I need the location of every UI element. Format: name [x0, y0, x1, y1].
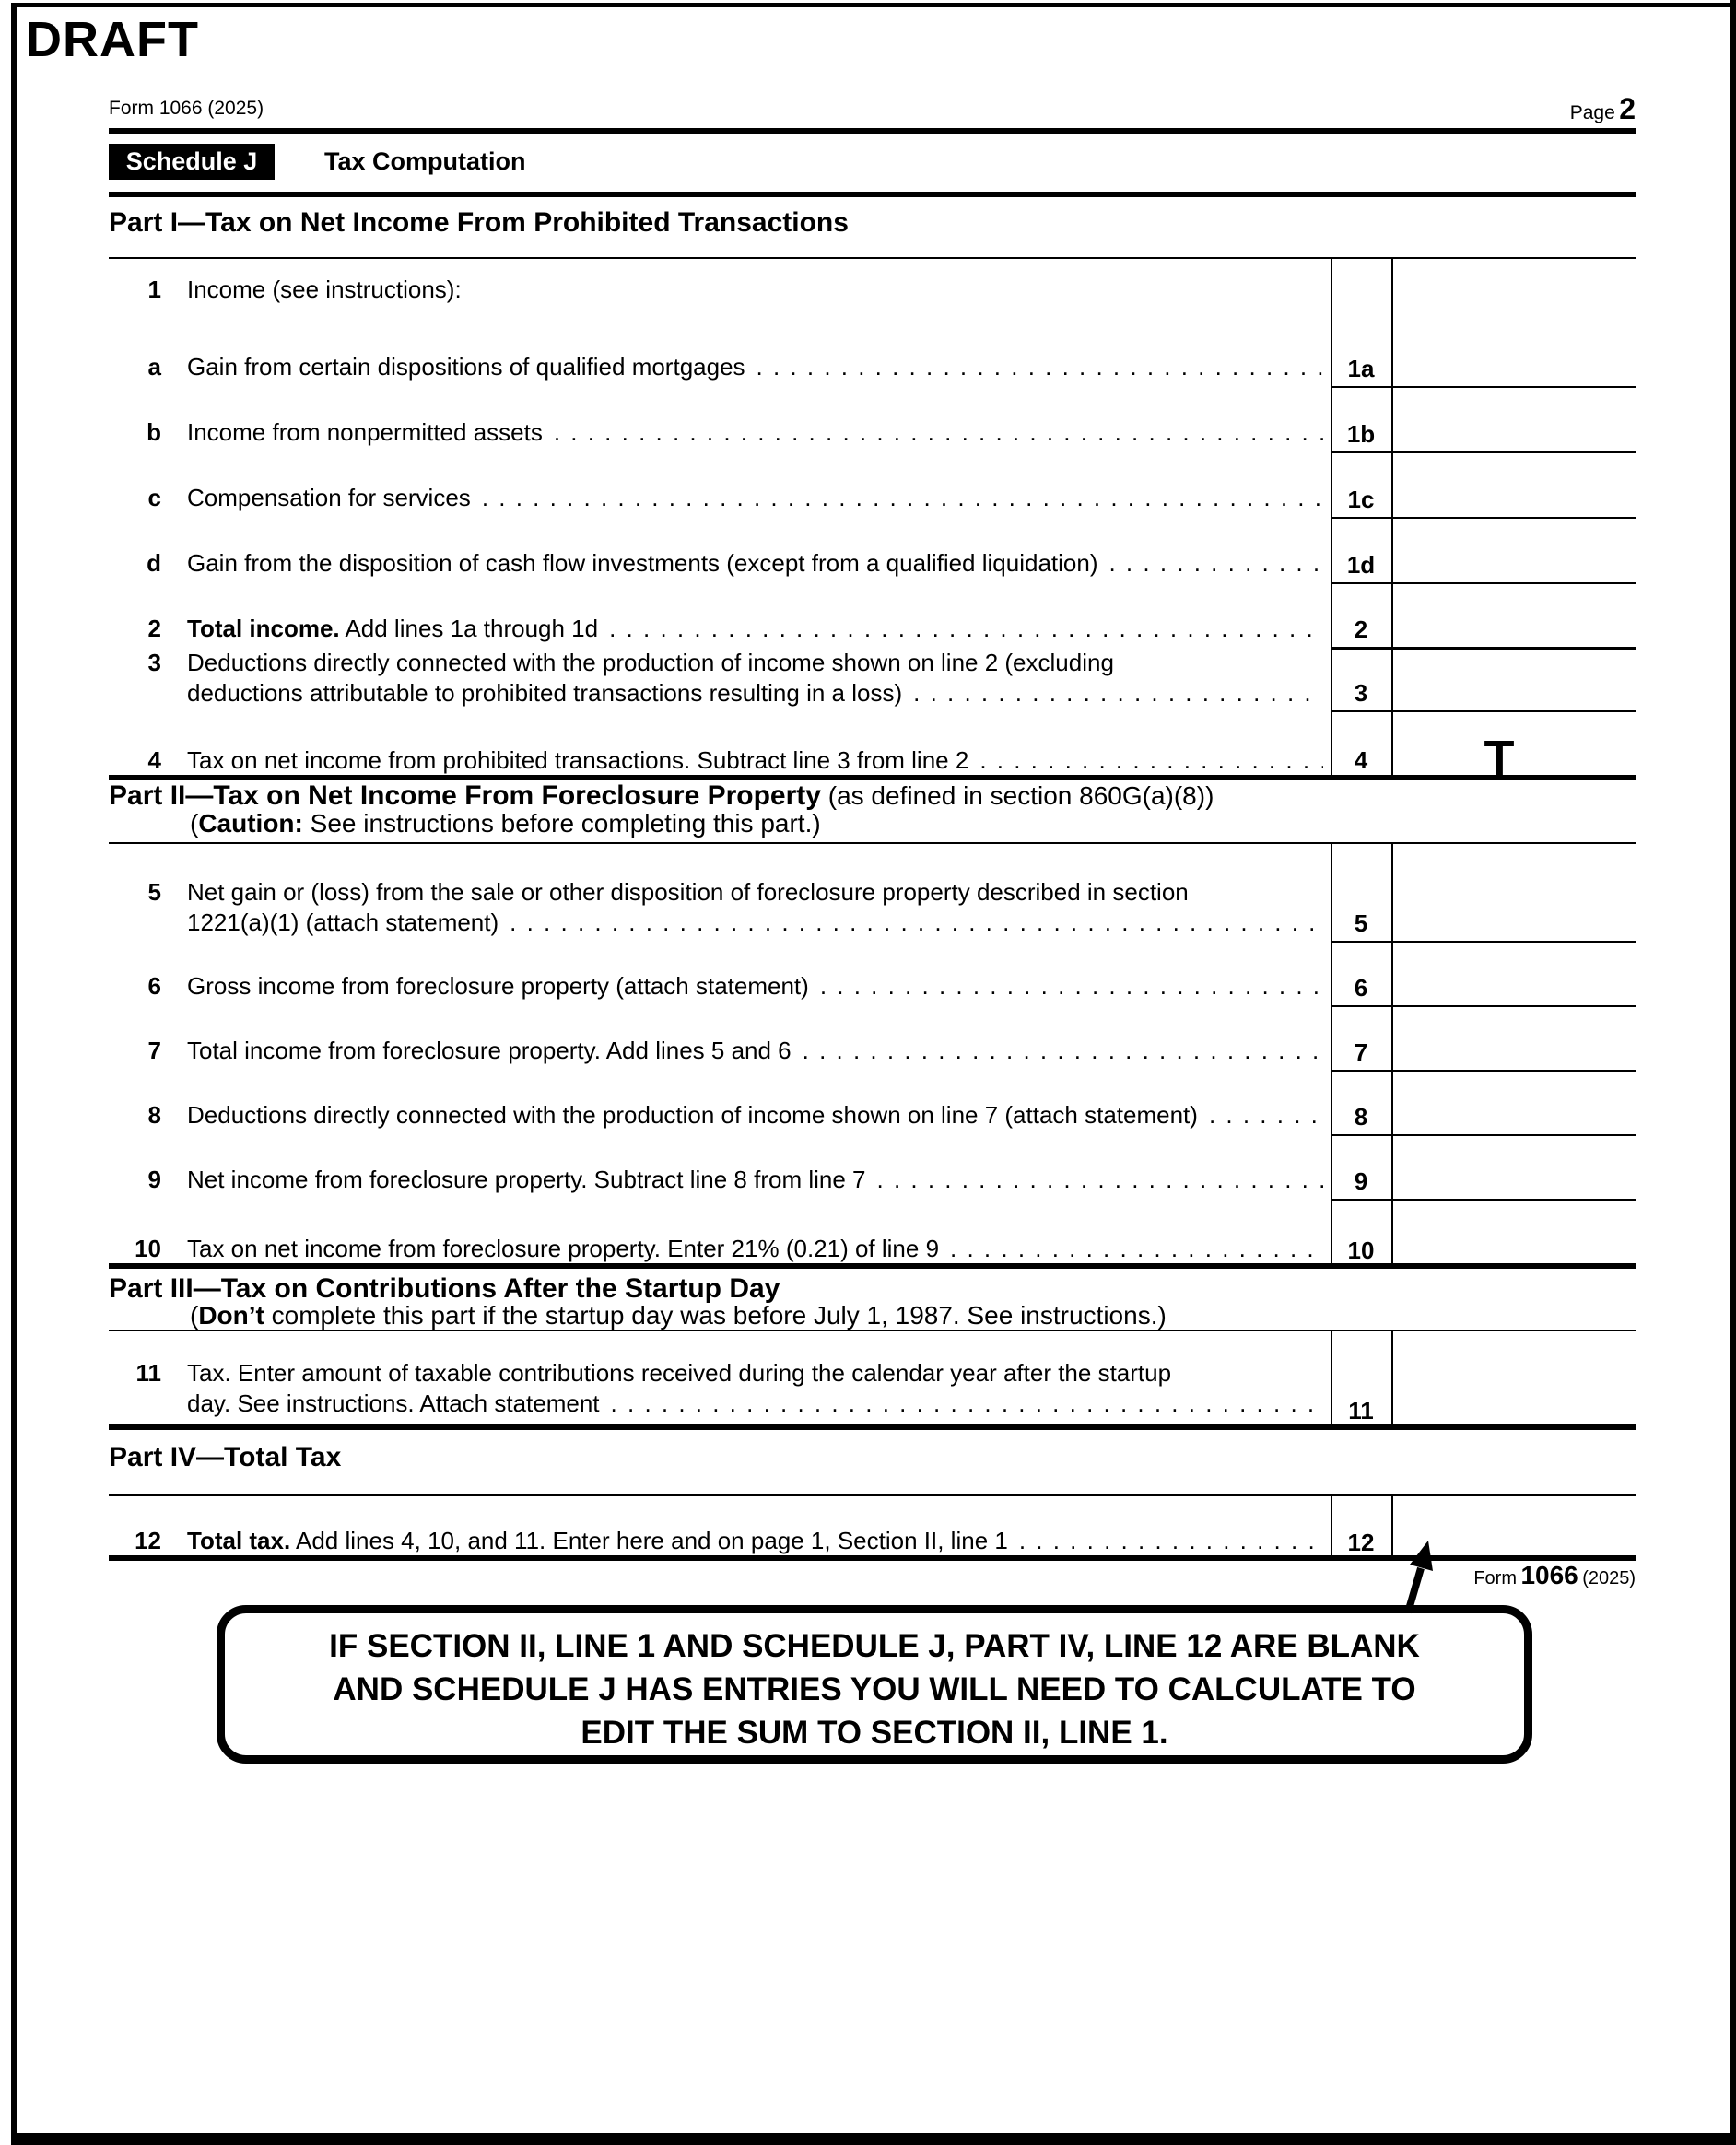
- dot-leader: [902, 678, 1323, 709]
- line-label: Net income from foreclosure property. Subtract line 8 from line 7: [187, 1166, 866, 1193]
- part-separator: [109, 1424, 1636, 1430]
- dot-leader: [1097, 548, 1323, 579]
- part4-heading: Part IV—Total Tax: [109, 1442, 342, 1472]
- table-line: [1331, 1199, 1636, 1201]
- row-7: [111, 1036, 1323, 1066]
- line-number: 10: [135, 1235, 161, 1262]
- notice-line-3: EDIT THE SUM TO SECTION II, LINE 1.: [581, 1715, 1168, 1751]
- page-number: 2: [1619, 92, 1636, 125]
- page-indicator: [1437, 92, 1636, 126]
- row-5: [111, 877, 1323, 938]
- table-line: [1331, 710, 1636, 712]
- part2-heading: Part II—Tax on Net Income From Foreclosure Property (as defined in section 860G(a)(8)) (Caution: See instructions before completing this part.): [109, 780, 1214, 838]
- line-label: Total income. Add lines 1a through 1d: [187, 615, 599, 642]
- table-line: [1331, 647, 1636, 650]
- line-label: Gain from certain dispositions of qualified mortgages: [187, 353, 745, 381]
- page-border-top: [11, 3, 1730, 7]
- line-label: Deductions directly connected with the production of income shown on line 7 (attach statement): [187, 1101, 1198, 1129]
- line-code-1b: 1b: [1346, 420, 1376, 448]
- line-number: 6: [147, 972, 161, 1000]
- line-label-2: deductions attributable to prohibited transactions resulting in a loss): [187, 679, 903, 707]
- line-number: 11: [135, 1359, 161, 1387]
- line-code-12: 12: [1347, 1529, 1375, 1556]
- dot-leader: [866, 1165, 1324, 1195]
- line-code-1d: 1d: [1346, 551, 1376, 579]
- callout-arrow-icon: [1380, 1537, 1445, 1614]
- dot-leader: [792, 1036, 1323, 1066]
- table-line: [1331, 1070, 1636, 1072]
- row-1: [111, 275, 1323, 305]
- header-rule: [109, 192, 1636, 197]
- dot-leader: [600, 1389, 1323, 1419]
- line-number: 2: [147, 615, 161, 642]
- line-label: Gain from the disposition of cash flow investments (except from a qualified liquidation): [187, 549, 1098, 577]
- line-code-5: 5: [1354, 909, 1368, 937]
- line-number: d: [147, 549, 161, 577]
- line-number: 4: [147, 746, 161, 774]
- line-code-8: 8: [1354, 1103, 1368, 1131]
- notice-line-2: AND SCHEDULE J HAS ENTRIES YOU WILL NEED TO CALCULATE TO: [333, 1671, 1416, 1707]
- row-4: [111, 745, 1323, 776]
- line-label-2: 1221(a)(1) (attach statement): [187, 908, 499, 936]
- table-line: [1391, 1330, 1393, 1429]
- row-2: [111, 614, 1323, 644]
- table-line: [109, 842, 1636, 844]
- dot-leader: [1198, 1100, 1323, 1131]
- table-line: [1331, 1134, 1636, 1136]
- line-label: Total tax. Add lines 4, 10, and 11. Enter here and on page 1, Section II, line 1: [187, 1527, 1008, 1554]
- line-label: Net gain or (loss) from the sale or other disposition of foreclosure property described in section: [187, 878, 1189, 906]
- dot-leader: [939, 1234, 1323, 1264]
- line-code-1a: 1a: [1347, 355, 1375, 382]
- row-9: [111, 1165, 1323, 1195]
- line-code-1c: 1c: [1347, 486, 1375, 513]
- dot-leader: [968, 745, 1323, 776]
- draft-watermark: DRAFT: [26, 12, 199, 67]
- dot-leader: [499, 908, 1323, 938]
- page-label: Page: [1569, 102, 1615, 123]
- table-line: [1331, 517, 1636, 519]
- line-label: Income from nonpermitted assets: [187, 418, 543, 446]
- part1-heading: Part I—Tax on Net Income From Prohibited Transactions: [109, 207, 849, 238]
- line-number: c: [147, 484, 161, 511]
- line-label-2: day. See instructions. Attach statement: [187, 1389, 600, 1417]
- table-line: [109, 1494, 1636, 1496]
- page-border-bottom: [11, 2133, 1730, 2145]
- line-code-9: 9: [1354, 1167, 1368, 1195]
- row-10: [111, 1234, 1323, 1264]
- dot-leader: [745, 352, 1323, 382]
- line-4-amount-value: T: [1484, 731, 1515, 786]
- dot-leader: [471, 483, 1323, 513]
- line-code-3: 3: [1354, 679, 1368, 707]
- line-number: 12: [135, 1527, 161, 1554]
- line-label: Gross income from foreclosure property (attach statement): [187, 972, 809, 1000]
- line-number: 7: [147, 1037, 161, 1064]
- line-number: 8: [147, 1101, 161, 1129]
- line-code-4: 4: [1354, 746, 1368, 774]
- form-id-header: Form 1066 (2025): [109, 98, 264, 119]
- line-label: Total income from foreclosure property. Add lines 5 and 6: [187, 1037, 792, 1064]
- draft-notice-box: [217, 1605, 1532, 1764]
- table-line: [1331, 941, 1636, 943]
- row-1d: [111, 548, 1323, 579]
- row-3: [111, 648, 1323, 709]
- footer-form-label: Form: [1473, 1568, 1517, 1588]
- part3-heading: Part III—Tax on Contributions After the Startup Day (Don’t complete this part if the startup day was before July 1, 1987. See instructions.): [109, 1273, 1167, 1330]
- row-1c: [111, 483, 1323, 513]
- table-line: [1391, 843, 1393, 1268]
- footer-form-number: 1066: [1520, 1561, 1578, 1589]
- dot-leader: [1008, 1526, 1323, 1556]
- table-line: [1331, 582, 1636, 584]
- line-label: Income (see instructions):: [187, 275, 462, 303]
- line-code-7: 7: [1354, 1038, 1368, 1066]
- row-6: [111, 971, 1323, 1002]
- line-number: b: [147, 418, 161, 446]
- line-number: 3: [147, 649, 161, 676]
- row-1b: [111, 417, 1323, 448]
- table-line: [1331, 1005, 1636, 1007]
- dot-leader: [809, 971, 1323, 1002]
- line-number: a: [147, 353, 161, 381]
- line-code-6: 6: [1354, 974, 1368, 1002]
- table-line: [109, 257, 1636, 259]
- page-border-right: [1730, 0, 1736, 2145]
- line-code-10: 10: [1347, 1237, 1375, 1264]
- line-number: 1: [147, 275, 161, 303]
- row-11: [111, 1358, 1323, 1419]
- line-number: 5: [147, 878, 161, 906]
- line-code-2: 2: [1354, 615, 1368, 643]
- row-8: [111, 1100, 1323, 1131]
- table-line: [1391, 258, 1393, 779]
- dot-leader: [543, 417, 1323, 448]
- row-1a: [111, 352, 1323, 382]
- dot-leader: [598, 614, 1323, 644]
- table-line: [109, 1330, 1636, 1331]
- line-label: Deductions directly connected with the production of income shown on line 2 (excluding: [187, 649, 1114, 676]
- line-label: Tax on net income from prohibited transactions. Subtract line 3 from line 2: [187, 746, 969, 774]
- line-number: 9: [147, 1166, 161, 1193]
- row-12: [111, 1526, 1323, 1556]
- schedule-title: Tax Computation: [324, 147, 526, 175]
- header-rule: [109, 128, 1636, 134]
- line-label: Compensation for services: [187, 484, 471, 511]
- line-code-11: 11: [1348, 1397, 1374, 1424]
- table-line: [1331, 451, 1636, 453]
- table-line: [1331, 386, 1636, 388]
- schedule-badge: Schedule J: [109, 144, 275, 180]
- footer-form-year: (2025): [1582, 1568, 1636, 1588]
- page-border-left: [11, 3, 17, 2145]
- line-label: Tax. Enter amount of taxable contributions received during the calendar year after the startup: [187, 1359, 1172, 1387]
- line-label: Tax on net income from foreclosure property. Enter 21% (0.21) of line 9: [187, 1235, 940, 1262]
- notice-line-1: IF SECTION II, LINE 1 AND SCHEDULE J, PART IV, LINE 12 ARE BLANK: [329, 1628, 1420, 1664]
